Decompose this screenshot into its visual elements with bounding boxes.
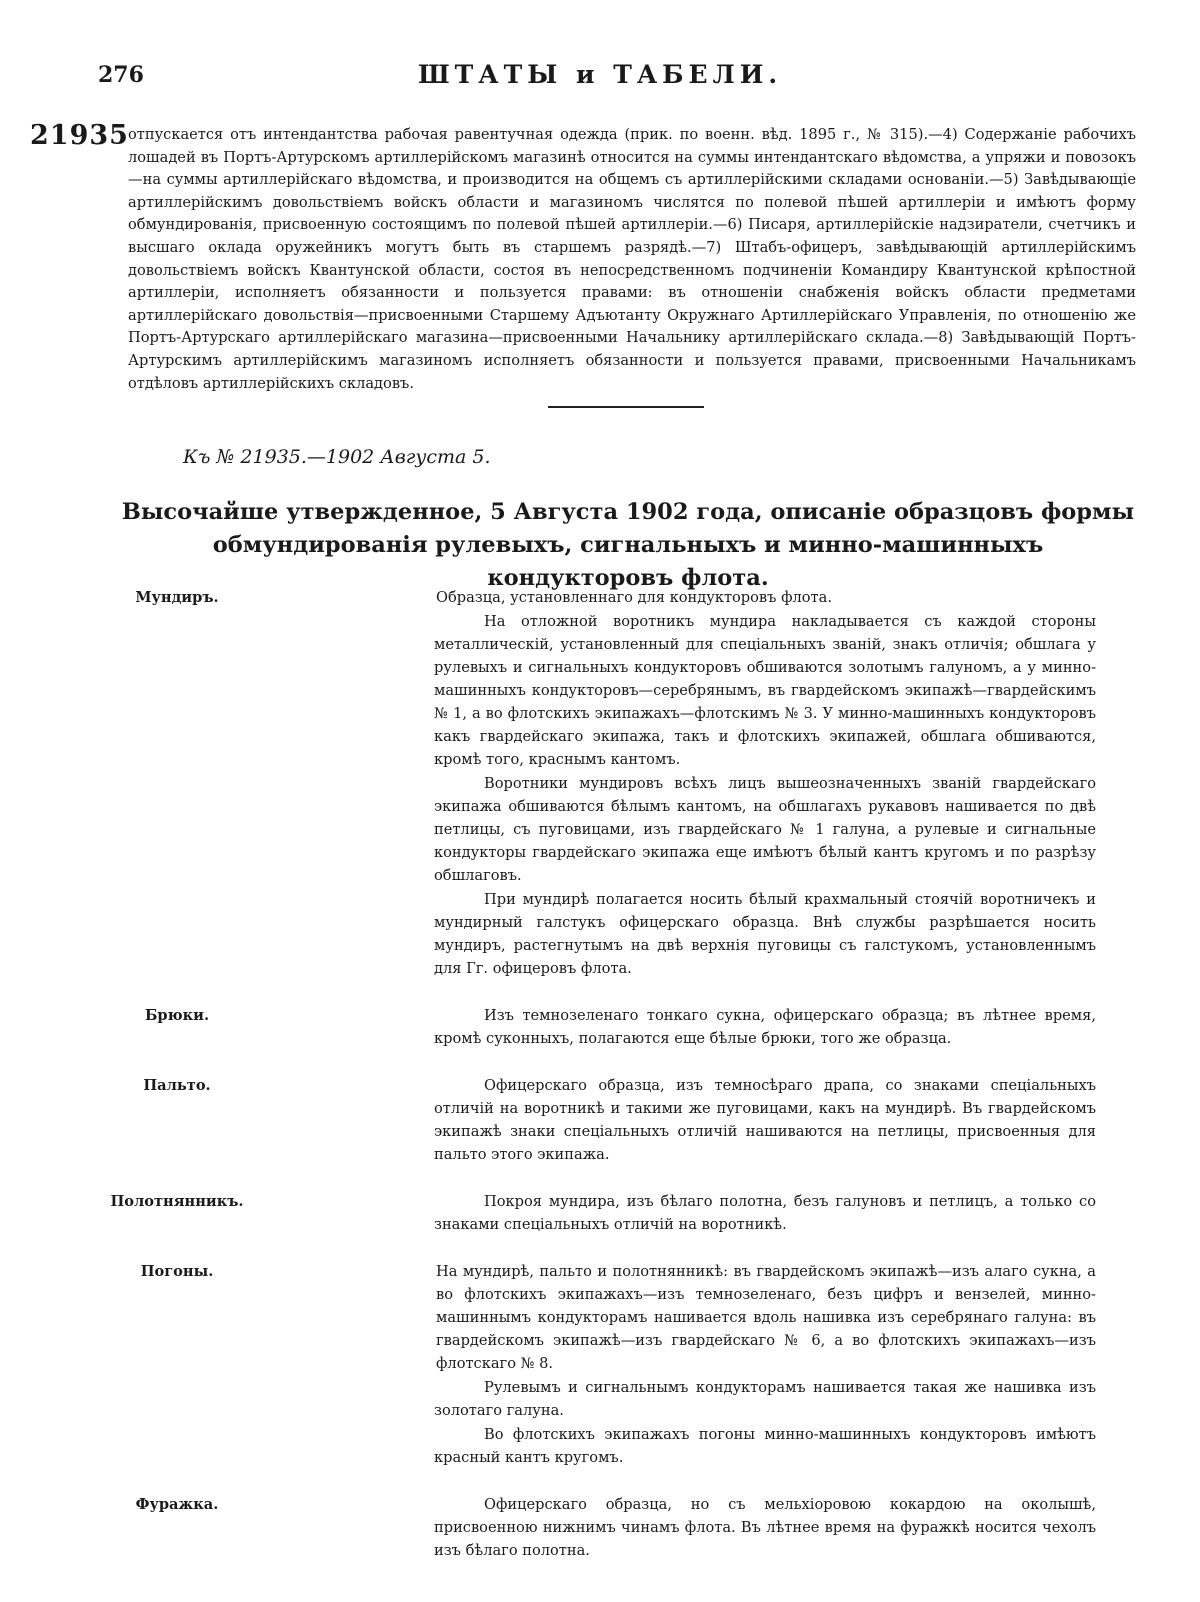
section-paragraph: Офицерскаго образца, изъ темносѣраго драпа, со знаками спеціальныхъ отличій на воротникѣ и такими же пуговицами, какъ на мундирѣ. Въ гвардейскомъ экипажѣ знаки спеціальныхъ отличій нашиваются на петлицы, присвоенныя для пальто этого экипажа.: [434, 1077, 1096, 1163]
section-pogony: [0, 1260, 1200, 1469]
section-paragraph: Изъ темнозеленаго тонкаго сукна, офицерскаго образца; въ лѣтнее время, кромѣ суконныхъ, полагаются еще бѣлые брюки, того же образца.: [434, 1007, 1096, 1047]
section-label: Фуражка.: [135, 1496, 219, 1513]
page-header: [0, 60, 1200, 100]
section-body: [434, 1260, 1096, 1469]
section-paragraph: Во флотскихъ экипажахъ погоны минно-машинныхъ кондукторовъ имѣютъ красный кантъ кругомъ.: [434, 1426, 1096, 1466]
section-paragraph: Воротники мундировъ всѣхъ лицъ вышеозначенныхъ званій гвардейскаго экипажа обшиваются бѣлымъ кантомъ, на обшлагахъ рукавовъ нашивается по двѣ петлицы, съ пуговицами, изъ гвардейскаго № 1 галуна, а рулевые и сигнальные кондукторы гвардейскаго экипажа еще имѣютъ бѣлый кантъ кругомъ и по разрѣзу обшлаговъ.: [434, 775, 1096, 884]
intro-paragraph: отпускается отъ интендантства рабочая равентучная одежда (прик. по военн. вѣд. 1895 г., № 315).—4) Содержаніе рабочихъ лошадей въ Портъ-Артурскомъ артиллерійскомъ магазинѣ относится на суммы интендантскаго вѣдомства, а упряжи и повозокъ—на суммы артиллерійскаго вѣдомства, и производится на общемъ съ артиллерійскими складами основаніи.—5) Завѣдывающіе артиллерійскимъ довольствіемъ войскъ области и магазиномъ числятся по полевой пѣшей артиллеріи и имѣютъ форму обмундированія, присвоенную состоящимъ по полевой пѣшей артиллеріи.—6) Писаря, артиллерійскіе надзиратели, счетчикъ и высшаго оклада оружейникъ могутъ быть въ старшемъ разрядѣ.—7) Штабъ-офицеръ, завѣдывающій артиллерійскимъ довольствіемъ войскъ Квантунской области, состоя въ непосредственномъ подчиненіи Командиру Квантунской крѣпостной артиллеріи, исполняетъ обязанности и пользуется правами: въ отношеніи снабженія войскъ области предметами артиллерійскаго довольствія—присвоенными Старшему Адъютанту Окружнаго Артиллерійскаго Управленія, по отношенію же Портъ-Артурскаго артиллерійскаго магазина—присвоенными Начальнику артиллерійскаго склада.—8) Завѣдывающій Портъ-Артурскимъ артиллерійскимъ магазиномъ исполняетъ обязанности и пользуется правами, присвоенными Начальникамъ отдѣловъ артиллерійскихъ складовъ.: [128, 126, 1136, 392]
section-label: Погоны.: [140, 1263, 214, 1280]
section-label: Мундиръ.: [135, 589, 219, 606]
section-label: Пальто.: [143, 1077, 211, 1094]
section-bryuki: [0, 1004, 1200, 1050]
section-body: [434, 1004, 1096, 1050]
section-body: [434, 1190, 1096, 1236]
section-paragraph: При мундирѣ полагается носить бѣлый крахмальный стоячій воротничекъ и мундирный галстукъ офицерскаго образца. Внѣ службы разрѣшается носить мундиръ, растегнутымъ на двѣ верхнія пуговицы съ галстукомъ, установленнымъ для Гг. офицеровъ флота.: [434, 891, 1096, 977]
document-title: Высочайше утвержденное, 5 Августа 1902 года, описаніе образцовъ формы обмундированія рулевыхъ, сигнальныхъ и минно-машинныхъ кондукторовъ флота.: [121, 499, 1135, 591]
section-mundir: [0, 586, 1200, 980]
section-body: [434, 1074, 1096, 1166]
section-paragraph: Офицерскаго образца, но съ мельхіоровою кокардою на околышѣ, присвоенною нижнимъ чинамъ флота. Въ лѣтнее время на фуражкѣ носится чехолъ изъ бѣлаго полотна.: [434, 1496, 1096, 1559]
section-label: Брюки.: [144, 1007, 210, 1024]
section-paragraph: Рулевымъ и сигнальнымъ кондукторамъ нашивается такая же нашивка изъ золотаго галуна.: [434, 1379, 1096, 1419]
section-divider: [548, 406, 704, 408]
section-paragraph: На отложной воротникъ мундира накладывается съ каждой стороны металлическій, установленный для спеціальныхъ званій, знакъ отличія; обшлага у рулевыхъ и сигнальныхъ кондукторовъ обшиваются золотымъ галуномъ, а у минно-машинныхъ кондукторовъ—серебрянымъ, въ гвардейскомъ экипажѣ—гвардейскимъ № 1, а во флотскихъ экипажахъ—флотскимъ № 3. У минно-машинныхъ кондукторовъ какъ гвардейскаго экипажа, такъ и флотскихъ экипажей, обшлага обшиваются, кромѣ того, краснымъ кантомъ.: [434, 613, 1096, 768]
section-paragraph: Покроя мундира, изъ бѣлаго полотна, безъ галуновъ и петлицъ, а только со знаками спеціальныхъ отличій на воротникѣ.: [434, 1193, 1096, 1233]
section-paragraph: На мундирѣ, пальто и полотнянникѣ: въ гвардейскомъ экипажѣ—изъ алаго сукна, а во флотскихъ экипажахъ—изъ темнозеленаго, безъ цифръ и вензелей, минно-машиннымъ кондукторамъ нашивается вдоль нашивка изъ серебрянаго галуна: въ гвардейскомъ экипажѣ—изъ гвардейскаго № 6, а во флотскихъ экипажахъ—изъ флотскаго № 8.: [436, 1263, 1096, 1372]
section-label: Полотнянникъ.: [110, 1193, 244, 1210]
running-title: ШТАТЫ и ТАБЕЛИ.: [417, 60, 783, 89]
article-number: 21935: [30, 120, 129, 151]
section-polotnyannik: [0, 1190, 1200, 1236]
reference-line: Къ № 21935.—1902 Августа 5.: [183, 446, 491, 468]
section-body: [434, 1493, 1096, 1562]
page-number: 276: [98, 62, 144, 88]
section-paragraph: Образца, установленнаго для кондукторовъ флота.: [436, 589, 832, 606]
uniform-sections: [0, 586, 1200, 1586]
section-palto: [0, 1074, 1200, 1166]
section-furazhka: [0, 1493, 1200, 1562]
section-body: [434, 586, 1096, 980]
